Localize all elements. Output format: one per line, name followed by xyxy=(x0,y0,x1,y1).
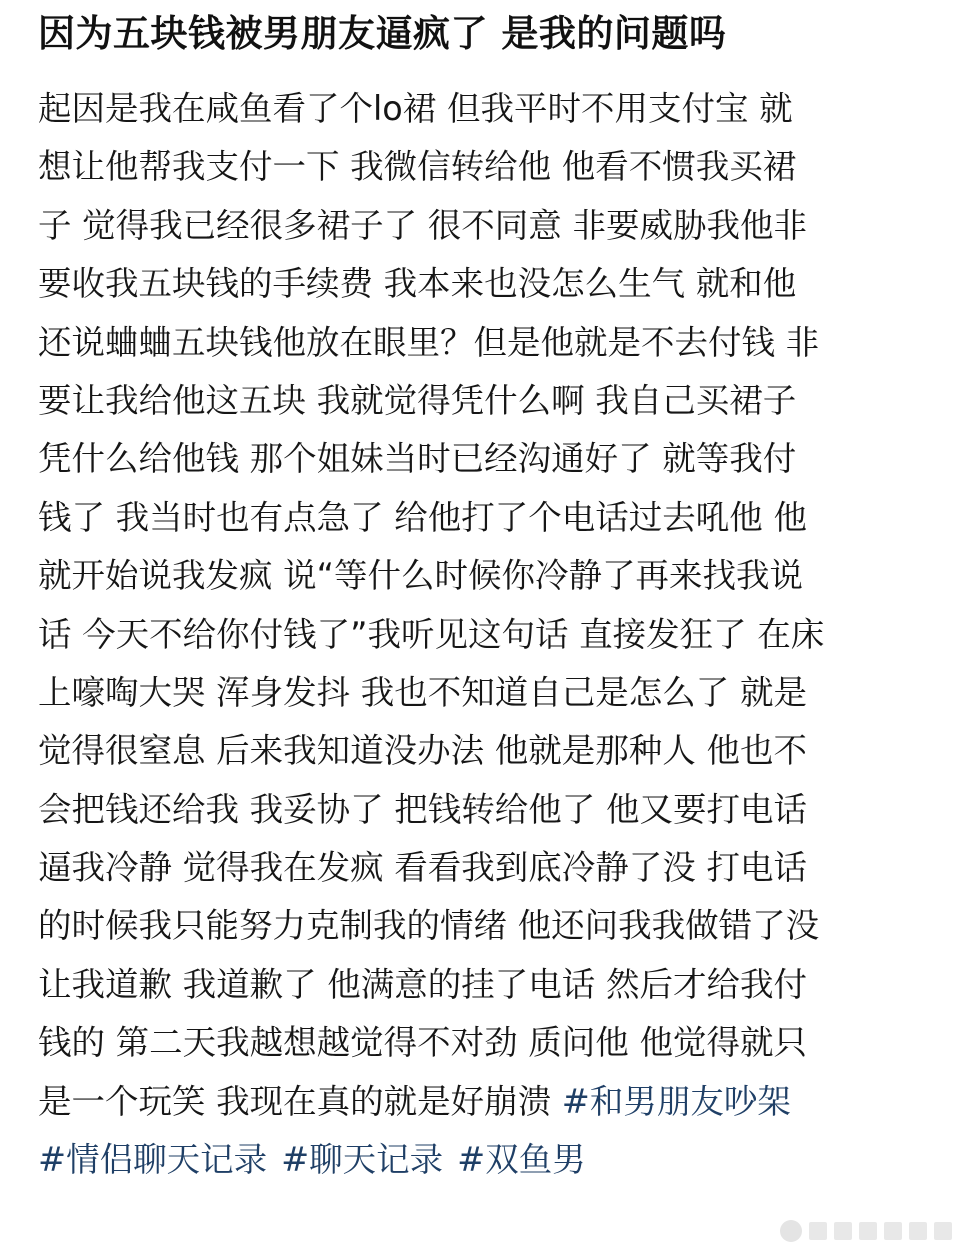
body-line: 让我道歉 我道歉了 他满意的挂了电话 然后才给我付 xyxy=(38,964,807,1004)
body-line: 要让我给他这五块 我就觉得凭什么啊 我自己买裙子 xyxy=(38,380,797,420)
faded-watermark xyxy=(780,1218,952,1244)
body-line: 会把钱还给我 我妥协了 把钱转给他了 他又要打电话 xyxy=(38,789,807,829)
body-line: 觉得很窒息 后来我知道没办法 他就是那种人 他也不 xyxy=(38,731,807,771)
watermark-glyph xyxy=(909,1222,927,1240)
hashtag-link[interactable]: #双鱼男 xyxy=(457,1140,586,1180)
body-line: 想让他帮我支付一下 我微信转给他 他看不惯我买裙 xyxy=(38,147,797,187)
body-line: 就开始说我发疯 说“等什么时候你冷静了再来找我说 xyxy=(38,556,804,596)
body-line: 钱的 第二天我越想越觉得不对劲 质问他 他觉得就只 xyxy=(38,1023,807,1063)
body-line: 凭什么给他钱 那个姐妹当时已经沟通好了 就等我付 xyxy=(38,439,797,479)
watermark-glyph xyxy=(809,1222,827,1240)
body-line: 上嚎啕大哭 浑身发抖 我也不知道自己是怎么了 就是 xyxy=(38,672,807,712)
body-line: 起因是我在咸鱼看了个lo裙 但我平时不用支付宝 就 xyxy=(38,89,793,128)
body-line: 逼我冷静 觉得我在发疯 看看我到底冷静了没 打电话 xyxy=(38,848,807,888)
post-title: 因为五块钱被男朋友逼疯了 是我的问题吗 xyxy=(38,12,727,55)
hashtag-link[interactable]: #聊天记录 xyxy=(281,1140,444,1180)
body-line: 子 觉得我已经很多裙子了 很不同意 非要威胁我他非 xyxy=(38,205,807,245)
watermark-glyph xyxy=(834,1222,852,1240)
body-line: 话 今天不给你付钱了”我听见这句话 直接发狂了 在床 xyxy=(38,614,825,654)
body-line-with-tag xyxy=(38,1073,938,1131)
watermark-glyph xyxy=(859,1222,877,1240)
hashtag-link[interactable]: #和男朋友吵架 xyxy=(561,1081,791,1121)
hashtag-link[interactable]: #情侣聊天记录 xyxy=(38,1140,268,1180)
body-line: 的时候我只能努力克制我的情绪 他还问我我做错了没 xyxy=(38,906,820,946)
body-line: 还说蛐蛐五块钱他放在眼里？但是他就是不去付钱 非 xyxy=(38,322,820,362)
watermark-avatar-icon xyxy=(780,1220,802,1242)
watermark-glyph xyxy=(934,1222,952,1240)
body-line: 要收我五块钱的手续费 我本来也没怎么生气 就和他 xyxy=(38,264,797,304)
body-line-text: 是一个玩笑 我现在真的就是好崩溃 xyxy=(38,1081,562,1121)
watermark-glyph xyxy=(884,1222,902,1240)
post-body xyxy=(38,80,938,1189)
hashtag-row xyxy=(38,1131,938,1189)
body-line: 钱了 我当时也有点急了 给他打了个电话过去吼他 他 xyxy=(38,497,807,537)
